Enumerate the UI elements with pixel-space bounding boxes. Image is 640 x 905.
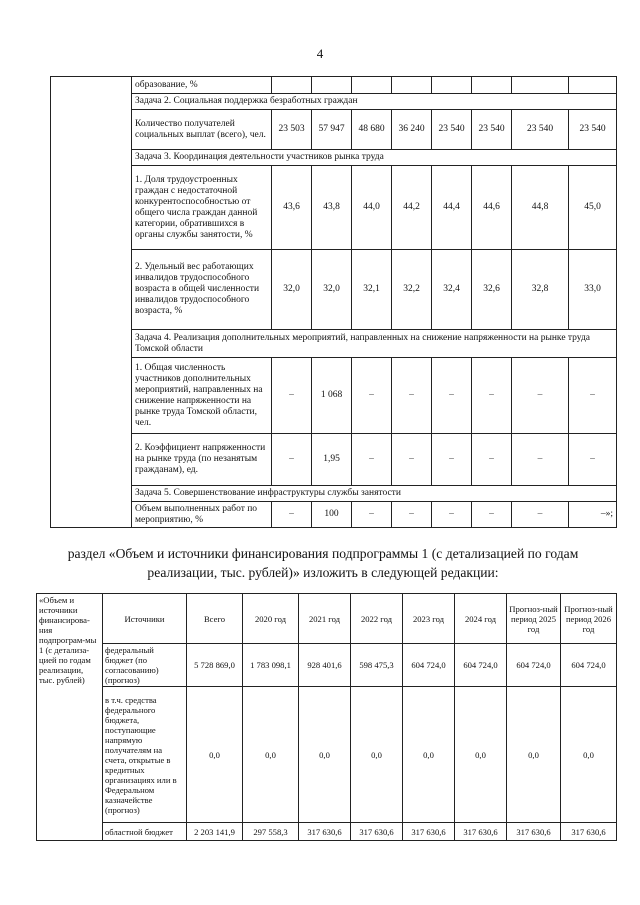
- value-cell: 100: [312, 502, 352, 528]
- value-cell: 23 540: [432, 110, 472, 150]
- task-3-title: Задача 3. Координация деятельности участников рынка труда: [132, 150, 617, 166]
- value-cell: 32,0: [272, 250, 312, 330]
- value-cell: 44,8: [512, 166, 569, 250]
- value-cell: 32,4: [432, 250, 472, 330]
- value-cell: 44,0: [352, 166, 392, 250]
- table-row: [51, 358, 617, 434]
- value-cell: 1 783 098,1: [243, 644, 299, 687]
- value-cell: 44,6: [472, 166, 512, 250]
- table-header-row: [37, 594, 617, 644]
- row-label: федеральный бюджет (по согласованию) (прогноз): [103, 644, 187, 687]
- row-label: образование, %: [132, 77, 272, 94]
- value-cell: 317 630,6: [455, 823, 507, 841]
- value-cell: 45,0: [569, 166, 617, 250]
- table-row: [51, 110, 617, 150]
- task-5-title: Задача 5. Совершенствование инфраструктуры службы занятости: [132, 486, 617, 502]
- value-cell: –: [272, 358, 312, 434]
- value-cell: –: [352, 502, 392, 528]
- value-cell: –: [512, 434, 569, 486]
- column-header: Источники: [103, 594, 187, 644]
- value-cell: 33,0: [569, 250, 617, 330]
- task-4-title: Задача 4. Реализация дополнительных мероприятий, направленных на снижение напряженности на рынке труда Томской области: [132, 330, 617, 358]
- value-cell: 23 503: [272, 110, 312, 150]
- value-cell: –: [392, 434, 432, 486]
- value-cell: 57 947: [312, 110, 352, 150]
- table-row: [51, 434, 617, 486]
- amendment-paragraph: раздел «Объем и источники финансирования подпрограммы 1 (с детализацией по годам реализации, тыс. рублей)» изложить в следующей редакции:: [67, 546, 579, 580]
- value-cell: 44,4: [432, 166, 472, 250]
- row-label: 1. Доля трудоустроенных граждан с недостаточной конкурентоспособностью от общего числа граждан данной категории, обратившихся в органы службы занятости, %: [132, 166, 272, 250]
- column-header: 2022 год: [351, 594, 403, 644]
- value-cell: 604 724,0: [561, 644, 617, 687]
- column-header: 2024 год: [455, 594, 507, 644]
- value-cell: 32,2: [392, 250, 432, 330]
- table-row: [51, 502, 617, 528]
- value-cell: 928 401,6: [299, 644, 351, 687]
- value-cell: 317 630,6: [507, 823, 561, 841]
- column-header: 2021 год: [299, 594, 351, 644]
- value-cell: 317 630,6: [403, 823, 455, 841]
- value-cell: 1,95: [312, 434, 352, 486]
- value-cell: 297 558,3: [243, 823, 299, 841]
- column-header: Всего: [187, 594, 243, 644]
- row-label: Объем выполненных работ по мероприятию, %: [132, 502, 272, 528]
- column-header: 2020 год: [243, 594, 299, 644]
- value-cell: 5 728 869,0: [187, 644, 243, 687]
- empty-left-cell: [51, 77, 132, 528]
- row-label: 1. Общая численность участников дополнительных мероприятий, направленных на снижение напряженности на рынке труда Томской области, чел.: [132, 358, 272, 434]
- value-cell: 604 724,0: [455, 644, 507, 687]
- value-cell: –: [512, 502, 569, 528]
- value-cell: 48 680: [352, 110, 392, 150]
- value-cell: 0,0: [243, 687, 299, 823]
- value-cell: –: [352, 434, 392, 486]
- column-header: Прогноз-ный период 2025 год: [507, 594, 561, 644]
- row-label: 2. Удельный вес работающих инвалидов трудоспособного возраста в общей численности инвалидов трудоспособного возраста, %: [132, 250, 272, 330]
- value-cell: 604 724,0: [507, 644, 561, 687]
- table-row: [51, 77, 617, 94]
- value-cell: 604 724,0: [403, 644, 455, 687]
- value-cell: 0,0: [299, 687, 351, 823]
- value-cell: 0,0: [403, 687, 455, 823]
- value-cell: 23 540: [512, 110, 569, 150]
- value-cell: 32,1: [352, 250, 392, 330]
- value-cell: –: [569, 358, 617, 434]
- value-cell: –: [569, 434, 617, 486]
- row-label: областной бюджет: [103, 823, 187, 841]
- value-cell: –: [472, 434, 512, 486]
- value-cell: –: [432, 434, 472, 486]
- value-cell: 0,0: [507, 687, 561, 823]
- value-cell: –»;: [569, 502, 617, 528]
- value-cell: 36 240: [392, 110, 432, 150]
- value-cell: –: [512, 358, 569, 434]
- financing-table: [36, 593, 617, 841]
- value-cell: 317 630,6: [351, 823, 403, 841]
- value-cell: 23 540: [569, 110, 617, 150]
- value-cell: 0,0: [187, 687, 243, 823]
- indicators-table: [50, 76, 617, 528]
- value-cell: –: [392, 358, 432, 434]
- value-cell: 0,0: [561, 687, 617, 823]
- column-header: 2023 год: [403, 594, 455, 644]
- value-cell: –: [432, 358, 472, 434]
- value-cell: 43,8: [312, 166, 352, 250]
- value-cell: 0,0: [455, 687, 507, 823]
- value-cell: 32,0: [312, 250, 352, 330]
- value-cell: 32,6: [472, 250, 512, 330]
- value-cell: 44,2: [392, 166, 432, 250]
- row-label: в т.ч. средства федерального бюджета, поступающие напрямую получателям на счета, открытые в кредитных организациях или в Федеральном казначействе (прогноз): [103, 687, 187, 823]
- value-cell: –: [392, 502, 432, 528]
- value-cell: –: [352, 358, 392, 434]
- value-cell: 598 475,3: [351, 644, 403, 687]
- value-cell: 1 068: [312, 358, 352, 434]
- value-cell: 0,0: [351, 687, 403, 823]
- value-cell: –: [272, 502, 312, 528]
- value-cell: 43,6: [272, 166, 312, 250]
- table-row: [51, 250, 617, 330]
- table-row: [51, 166, 617, 250]
- value-cell: 317 630,6: [561, 823, 617, 841]
- column-header: Прогноз-ный период 2026 год: [561, 594, 617, 644]
- task-row: [51, 94, 617, 110]
- value-cell: –: [432, 502, 472, 528]
- value-cell: 23 540: [472, 110, 512, 150]
- value-cell: –: [472, 358, 512, 434]
- value-cell: 2 203 141,9: [187, 823, 243, 841]
- task-2-title: Задача 2. Социальная поддержка безработных граждан: [132, 94, 617, 110]
- task-row: [51, 150, 617, 166]
- value-cell: –: [472, 502, 512, 528]
- row-label: Количество получателей социальных выплат (всего), чел.: [132, 110, 272, 150]
- task-row: [51, 330, 617, 358]
- value-cell: 32,8: [512, 250, 569, 330]
- page-number: 4: [316, 46, 324, 61]
- table-row: [37, 644, 617, 687]
- value-cell: –: [272, 434, 312, 486]
- value-cell: 317 630,6: [299, 823, 351, 841]
- table-row: [37, 687, 617, 823]
- task-row: [51, 486, 617, 502]
- row-label: 2. Коэффициент напряженности на рынке труда (по незанятым гражданам), ед.: [132, 434, 272, 486]
- financing-side-label: «Объем и источники финансирова-ния подпрограм-мы 1 (с детализа-цией по годам реализации, тыс. рублей): [37, 594, 103, 841]
- table-row: [37, 823, 617, 841]
